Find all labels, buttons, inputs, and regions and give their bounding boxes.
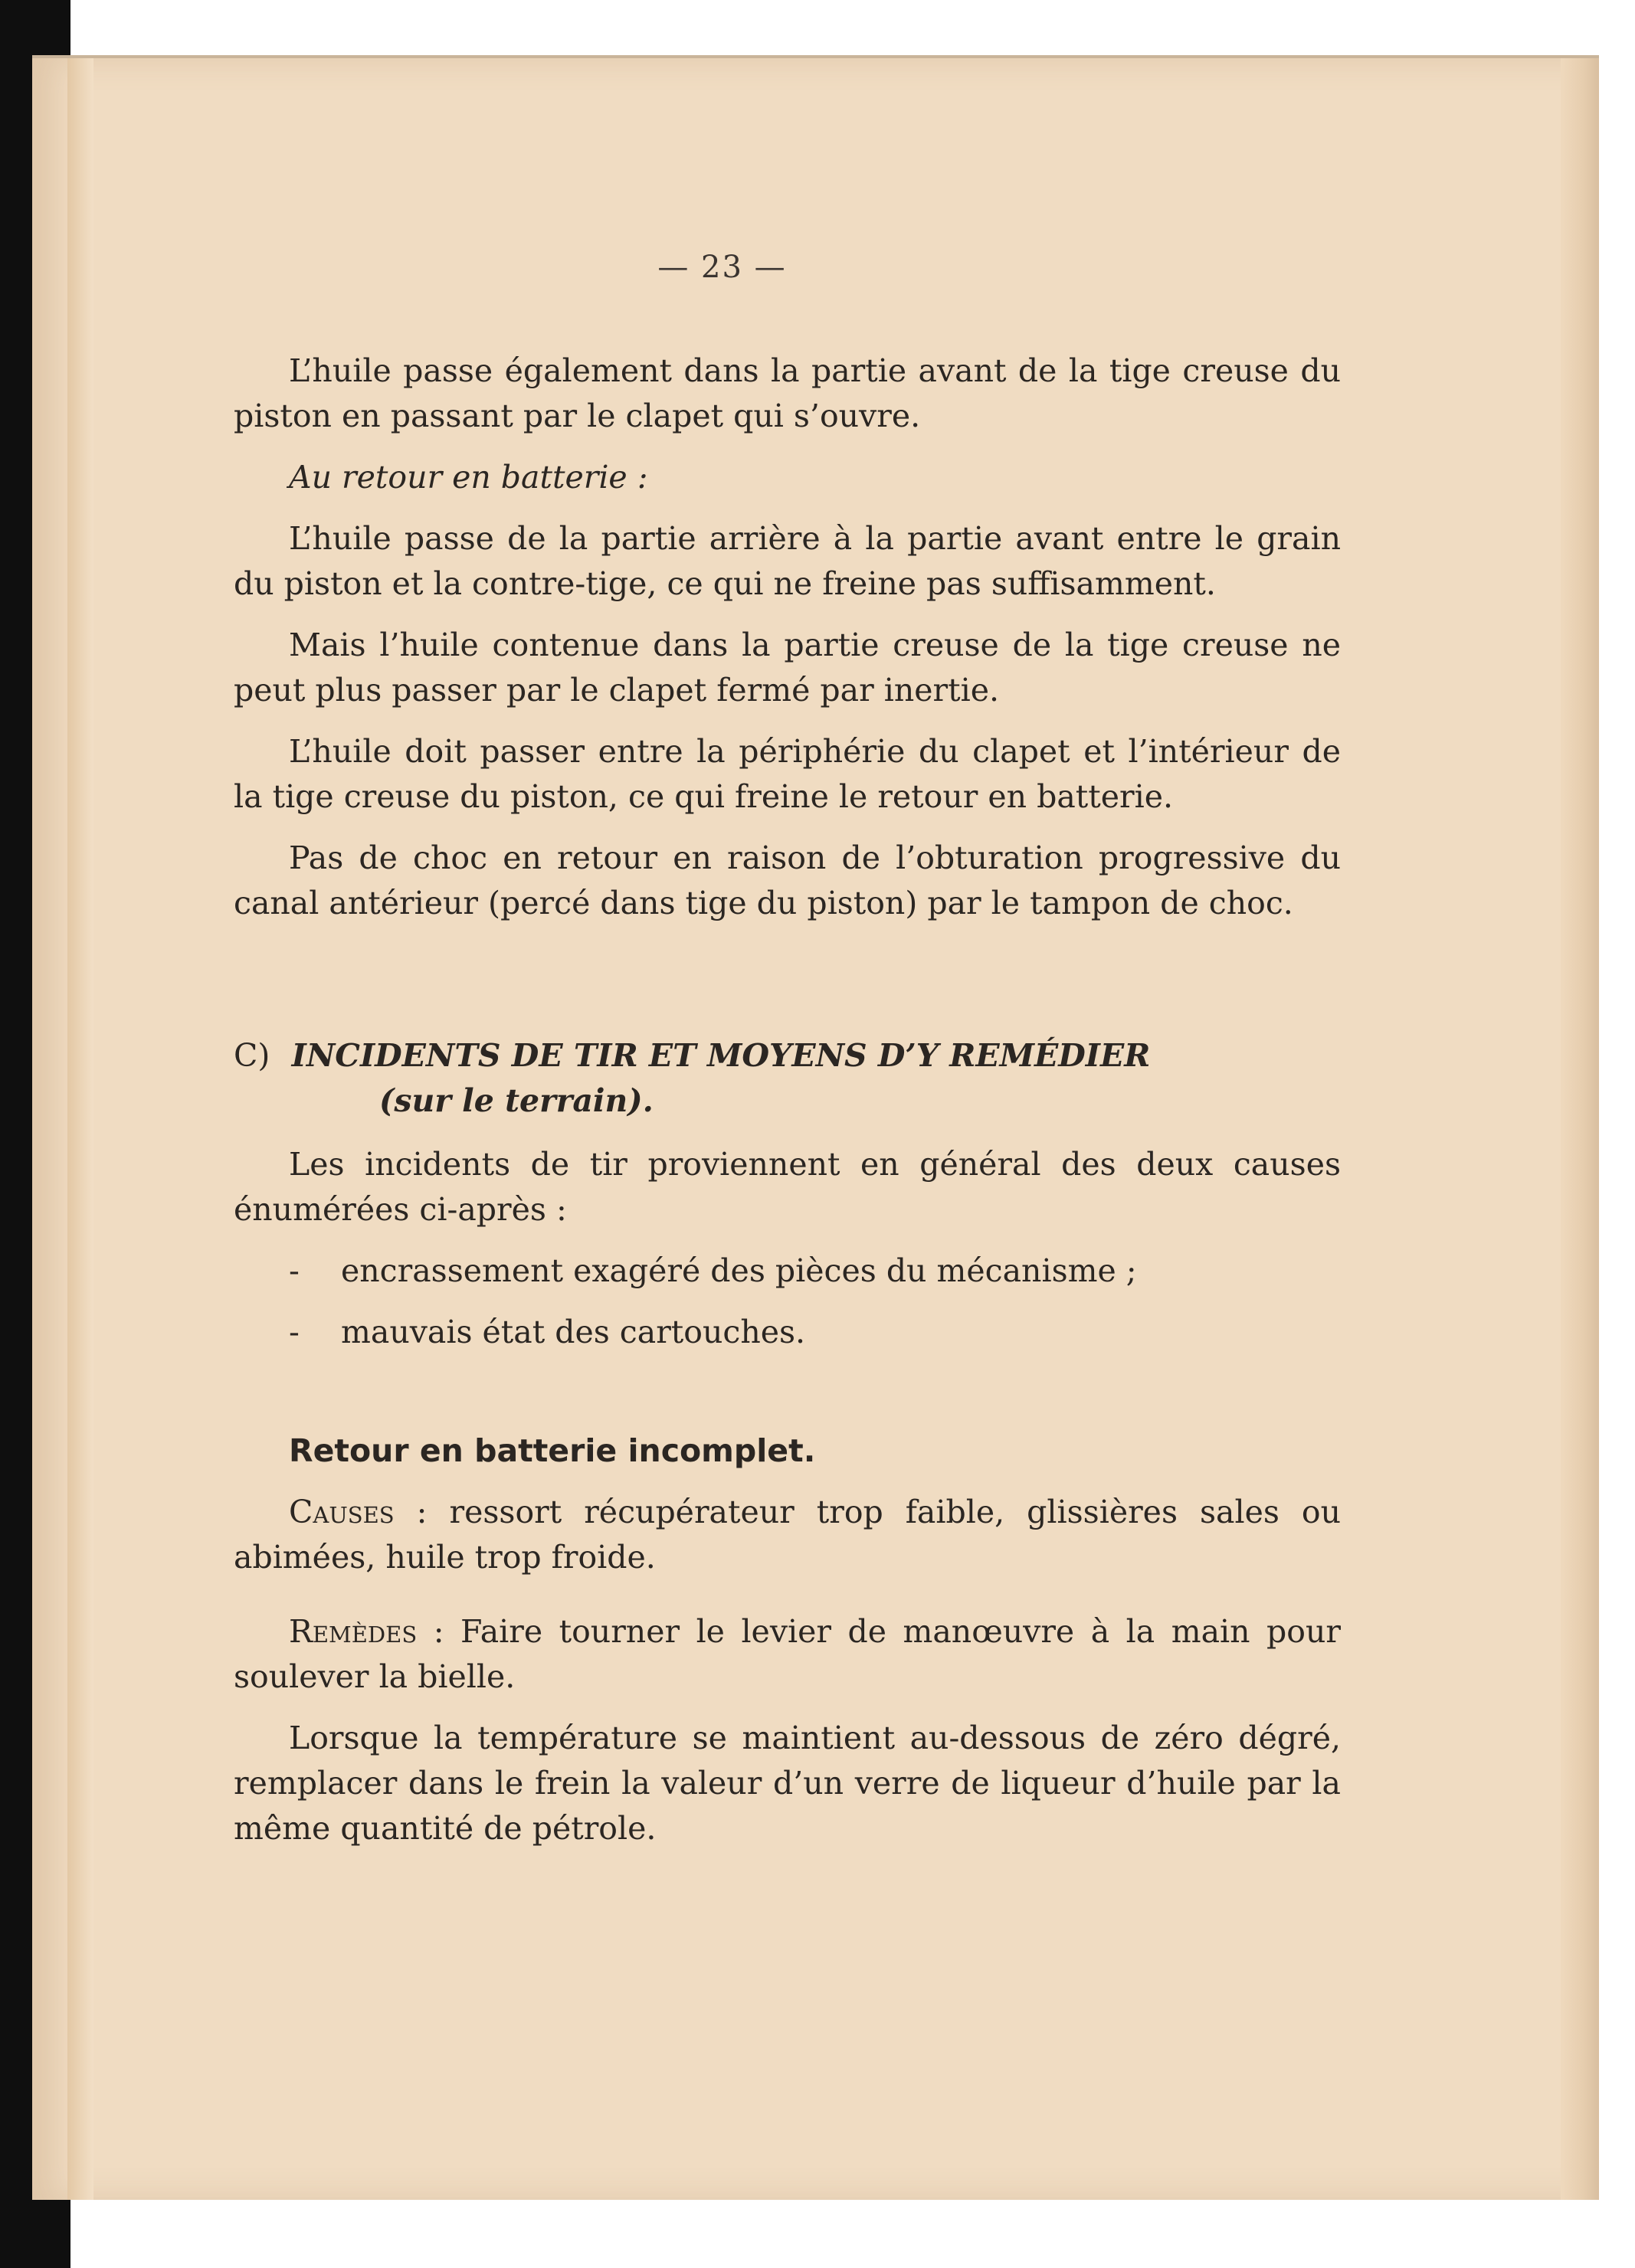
page-gutter: [67, 58, 93, 2200]
remedes-label: Remèdes: [289, 1613, 418, 1650]
paragraph: Lorsque la température se maintient au-dessous de zéro dégré, remplacer dans le frein la valeur d’un verre de liqueur d’huile par la même quantité de pétrole.: [234, 1720, 1341, 1847]
causes-text: : ressort récupérateur trop faible, glissières sales ou abimées, huile trop froide.: [234, 1494, 1341, 1576]
section-title: INCIDENTS DE TIR ET MOYENS D’Y REMÉDIER: [291, 1037, 1151, 1074]
remedes-paragraph: [234, 1609, 1341, 1700]
causes-paragraph: [234, 1490, 1341, 1580]
section-label: C): [234, 1037, 270, 1074]
bullet-marker: -: [289, 1314, 300, 1350]
paragraph: Pas de choc en retour en raison de l’obturation progressive du canal antérieur (percé dans tige du piston) par le tampon de choc.: [234, 839, 1341, 921]
page-edge: [1561, 58, 1599, 2200]
bullet-marker: -: [289, 1252, 300, 1289]
subsection-label: Au retour en batterie :: [289, 459, 648, 496]
subheading: Retour en batterie incomplet.: [289, 1432, 816, 1469]
paragraph: L’huile passe également dans la partie avant de la tige creuse du piston en passant par le clapet qui s’ouvre.: [234, 352, 1341, 434]
page-number: — 23 —: [657, 250, 787, 285]
paragraph: L’huile passe de la partie arrière à la partie avant entre le grain du piston et la contre-tige, ce qui ne freine pas suffisamment.: [234, 520, 1341, 602]
paragraph: L’huile doit passer entre la périphérie du clapet et l’intérieur de la tige creuse du piston, ce qui freine le retour en batterie.: [234, 733, 1341, 815]
remedes-text: : Faire tourner le levier de manœuvre à la main pour soulever la bielle.: [234, 1613, 1341, 1695]
list-item: [289, 1310, 1341, 1355]
section-subtitle: (sur le terrain).: [379, 1082, 654, 1119]
page-text: [234, 245, 1341, 1867]
causes-label: Causes: [289, 1494, 395, 1530]
list-item-text: mauvais état des cartouches.: [341, 1314, 806, 1350]
list-item: [289, 1249, 1341, 1294]
list-item-text: encrassement exagéré des pièces du mécanisme ;: [341, 1252, 1137, 1289]
paragraph: Mais l’huile contenue dans la partie creuse de la tige creuse ne peut plus passer par le clapet fermé par inertie.: [234, 627, 1341, 709]
section-heading: [234, 1033, 1341, 1124]
paragraph: Les incidents de tir proviennent en général des deux causes énumérées ci-après :: [234, 1146, 1341, 1228]
